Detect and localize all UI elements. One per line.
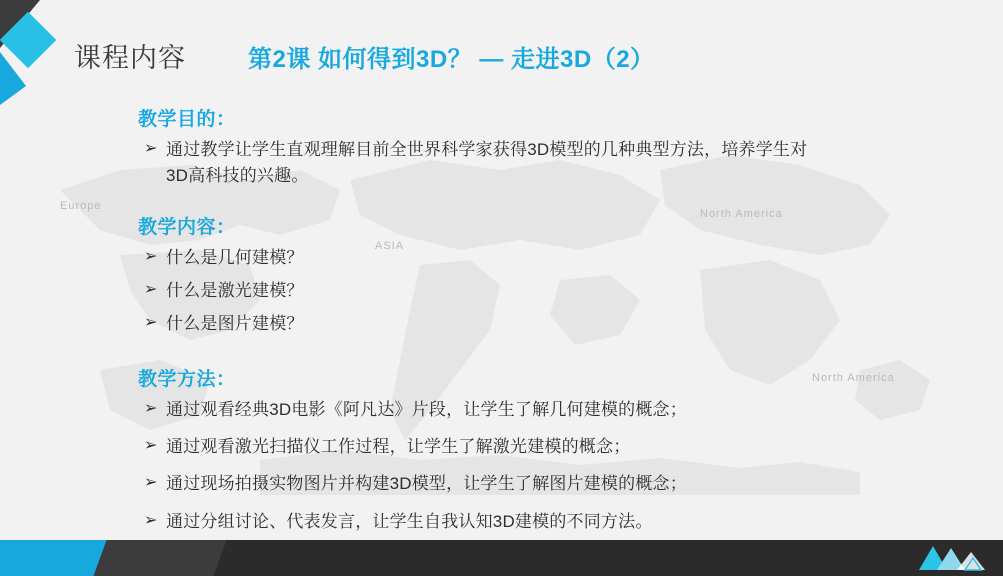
list-item	[138, 278, 958, 304]
bullet-list-method	[138, 397, 958, 535]
list-item-text: 通过分组讨论、代表发言，让学生自我认知3D建模的不同方法。	[166, 511, 653, 531]
section-method	[138, 364, 958, 535]
list-item-text: 通过观看激光扫描仪工作过程，让学生了解激光建模的概念；	[166, 437, 631, 457]
section-title-content: 教学内容：	[138, 216, 236, 238]
list-item-text: 通过观看经典3D电影《阿凡达》片段，让学生了解几何建模的概念；	[166, 399, 687, 419]
list-item	[138, 397, 958, 423]
arrow-bullet-icon: ➢	[144, 399, 158, 417]
list-item-text: 通过教学让学生直观理解目前全世界科学家获得3D模型的几种典型方法，培养学生对	[166, 140, 808, 159]
brand-logo-icon	[913, 542, 993, 574]
map-label-europe: Europe	[60, 200, 102, 212]
section-title-purpose: 教学目的：	[138, 109, 236, 130]
section-purpose	[138, 104, 958, 190]
footer-skew-shape	[93, 540, 226, 576]
arrow-bullet-icon: ➢	[144, 437, 158, 455]
list-item	[138, 245, 958, 271]
map-label-asia: ASIA	[375, 240, 405, 252]
list-item-text: 什么是几何建模？	[166, 247, 304, 267]
arrow-bullet-icon: ➢	[144, 511, 158, 529]
list-item	[138, 137, 958, 190]
arrow-bullet-icon: ➢	[144, 281, 158, 299]
slide-content	[138, 104, 958, 546]
list-item	[138, 434, 958, 460]
list-item	[138, 471, 958, 497]
arrow-bullet-icon: ➢	[144, 140, 158, 157]
arrow-bullet-icon: ➢	[144, 474, 158, 492]
section-label: 课程内容	[74, 43, 186, 73]
map-label-north-america-1: North America	[700, 208, 783, 220]
section-content	[138, 212, 958, 338]
arrow-bullet-icon: ➢	[144, 314, 158, 332]
page-title: 第2课 如何得到3D？ — 走进3D（2）	[248, 46, 655, 73]
list-item	[138, 311, 958, 337]
list-item-text: 通过现场拍摄实物图片并构建3D模型，让学生了解图片建模的概念；	[166, 474, 687, 494]
list-item	[138, 509, 958, 535]
bullet-list-purpose	[138, 137, 958, 190]
slide-header	[0, 14, 1003, 73]
slide-footer	[0, 540, 1003, 576]
list-item-text-continued: 3D高科技的兴趣。	[166, 166, 309, 186]
section-title-method: 教学方法：	[138, 368, 236, 390]
list-item-text: 什么是激光建模？	[166, 281, 304, 301]
bullet-list-content	[138, 245, 958, 338]
arrow-bullet-icon: ➢	[144, 247, 158, 265]
list-item-text: 什么是图片建模？	[166, 314, 304, 334]
map-label-north-america-2: North America	[812, 372, 895, 384]
